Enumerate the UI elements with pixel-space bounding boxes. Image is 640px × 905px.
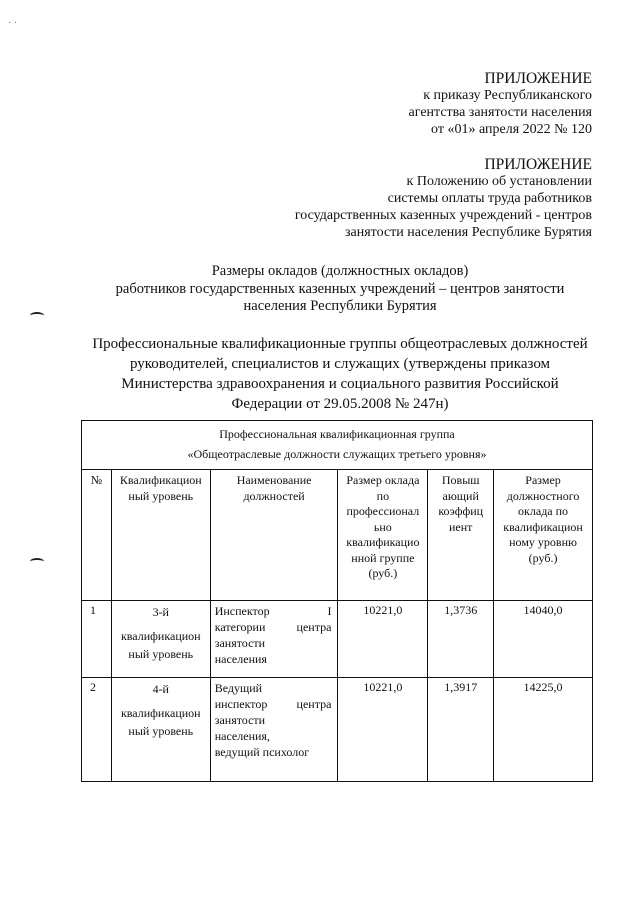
header-text: (руб.): [368, 566, 398, 580]
appendix-regulation-line: к Положению об установлении: [406, 174, 592, 189]
section-title-line: руководителей, специалистов и служащих (утверждены приказом: [129, 356, 551, 372]
level-text: 4-й: [152, 682, 169, 696]
row-num: 1: [82, 601, 112, 678]
document-title-line: населения Республики Бурятия: [243, 298, 437, 314]
table-header-row: [82, 470, 593, 601]
row-coefficient: 1,3736: [428, 601, 494, 678]
header-text: квалификацион: [503, 519, 583, 534]
row-group-salary: 10221,0: [338, 678, 428, 782]
appendix-regulation-block: [295, 156, 592, 241]
row-level: [111, 601, 210, 678]
appendix-order-line: агентства занятости населения: [408, 105, 592, 120]
position-text: инспектор: [214, 697, 268, 711]
row-coefficient: 1,3917: [428, 678, 494, 782]
group-name: «Общеотраслевые должности служащих третьего уровня»: [187, 447, 487, 461]
position-text: Инспектор: [214, 604, 270, 618]
level-text: квалификацион: [120, 706, 201, 720]
document-title: [40, 263, 640, 316]
row-salary: 14040,0: [494, 601, 593, 678]
header-text: коэффиц: [438, 504, 484, 518]
header-text: Наименование: [236, 473, 312, 487]
header-text: по: [376, 488, 390, 503]
level-text: квалификацион: [120, 629, 201, 643]
header-text: оклада по: [518, 504, 569, 518]
row-salary: 14225,0: [494, 678, 593, 782]
position-text: населения,: [214, 729, 270, 743]
header-text: нной группе: [351, 550, 415, 565]
header-level: [111, 470, 210, 601]
appendix-order-block: [409, 70, 592, 138]
appendix-regulation-line: занятости населения Республике Бурятия: [345, 225, 592, 240]
header-text: ный уровень: [128, 488, 194, 503]
header-group-salary: [338, 470, 428, 601]
position-text: занятости: [214, 713, 266, 727]
table-row: [82, 601, 593, 678]
position-text: I: [327, 604, 332, 618]
header-text: Квалификацион: [119, 473, 202, 487]
appendix-order-line: от «01» апреля 2022 № 120: [431, 122, 592, 137]
position-text: Ведущий: [214, 681, 263, 695]
position-text: категории: [214, 620, 266, 634]
level-text: ный уровень: [128, 724, 194, 738]
header-text: должностей: [243, 488, 305, 503]
appendix-regulation-line: системы оплаты труда работников: [387, 191, 592, 206]
header-text: иент: [448, 519, 473, 534]
header-text: профессионал: [346, 504, 420, 518]
header-num: [82, 470, 112, 601]
row-position: [210, 601, 338, 678]
header-text: квалификацио: [346, 535, 420, 549]
section-title-line: Федерации от 29.05.2008 № 247н): [231, 396, 449, 412]
header-text: Повыш: [441, 473, 480, 487]
section-title-line: Профессиональные квалификационные группы общеотраслевых должностей: [92, 336, 588, 352]
appendix-regulation-line: государственных казенных учреждений - центров: [294, 208, 592, 223]
position-text: занятости: [214, 636, 266, 650]
row-group-salary: 10221,0: [338, 601, 428, 678]
document-title-line: Размеры окладов (должностных окладов): [211, 263, 469, 279]
row-position: [210, 678, 338, 782]
header-text: №: [90, 473, 103, 487]
qualification-group-header: [82, 421, 593, 470]
header-position: [210, 470, 338, 601]
document-title-line: работников государственных казенных учреждений – центров занятости: [115, 280, 565, 297]
header-text: (руб.): [528, 550, 558, 565]
group-label: Профессиональная квалификационная группа: [219, 427, 455, 441]
header-text: Размер: [525, 473, 561, 487]
section-title: [40, 334, 640, 414]
header-text: ному уровню: [509, 535, 577, 549]
header-coefficient: [428, 470, 494, 601]
position-text: центра: [296, 697, 332, 711]
table-row: [82, 678, 593, 782]
header-text: Размер оклада: [346, 473, 420, 487]
level-text: 3-й: [152, 605, 169, 619]
row-num: 2: [82, 678, 112, 782]
appendix-regulation-title: ПРИЛОЖЕНИЕ: [484, 156, 592, 173]
level-text: ный уровень: [128, 647, 194, 661]
position-text: центра: [296, 620, 332, 634]
row-level: [111, 678, 210, 782]
header-salary: [494, 470, 593, 601]
hole-punch-mark: [30, 312, 44, 319]
appendix-order-line: к приказу Республиканского: [423, 88, 592, 103]
header-text: ьно: [373, 519, 392, 534]
header-text: должностного: [506, 488, 580, 503]
salary-table: [81, 420, 593, 782]
position-text: ведущий психолог: [214, 745, 310, 759]
hole-punch-mark: [30, 558, 44, 565]
position-text: населения: [214, 652, 267, 666]
header-text: ающий: [442, 488, 479, 503]
appendix-order-title: ПРИЛОЖЕНИЕ: [484, 70, 592, 87]
section-title-line: Министерства здравоохранения и социального развития Российской: [121, 376, 559, 392]
scan-artifact: · ·: [8, 18, 18, 29]
